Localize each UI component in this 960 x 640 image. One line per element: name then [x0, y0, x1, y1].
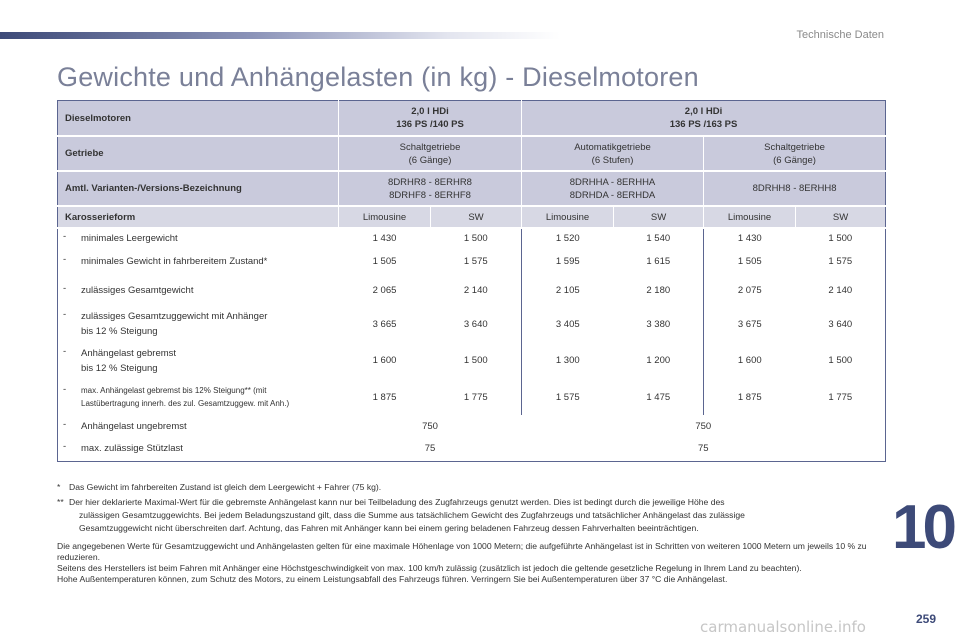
value-cell: 1 500 [463, 355, 488, 366]
watermark: carmanualsonline.info [700, 618, 866, 636]
value-cell: 1 520 [522, 228, 614, 248]
table-row: - zulässiges Gesamtgewicht 2 065 2 140 2 105 2 180 2 075 2 140 [58, 274, 886, 306]
value-cell: 2 065 [372, 284, 397, 296]
motor-label: Dieselmotoren [58, 101, 339, 137]
karosserie-cell: SW [614, 206, 704, 228]
page-number: 259 [916, 612, 937, 626]
table-row: - minimales Leergewicht 1 430 1 500 1 520 1 540 1 430 1 500 [58, 228, 886, 248]
value-cell: 1 200 [646, 355, 671, 366]
karosserie-cell: SW [796, 206, 886, 228]
weights-table [57, 100, 886, 462]
row-motor [58, 101, 886, 137]
ungebremst-value-2: 750 [695, 420, 712, 432]
ungebremst-label: Anhängelast ungebremst [81, 420, 187, 432]
stuetzlast-value-1: 75 [424, 443, 436, 455]
stuetzlast-label: max. zulässige Stützlast [81, 443, 183, 455]
table-row: - zulässiges Gesamtzuggewicht mit Anhänger bis 12 % Steigung 3 665 3 640 3 405 3 380 3 675 3 640 [58, 306, 886, 342]
value-cell: 1 595 [522, 248, 614, 274]
data-rows [58, 228, 886, 415]
value-cell: 3 380 [646, 318, 671, 330]
value-cell: 3 640 [463, 318, 488, 330]
row-label: minimales Gewicht in fahrbereitem Zustand* [81, 255, 268, 267]
footnote-2: ** Der hier deklarierte Maximal-Wert für die gebremste Anhängelast kann nur bei Teilbeladung des Zugfahrzeugs genutzt werden. Dies ist bedingt durch die jeweilige Höhe des zulässigen Gesamtzuggewichts. Bei jedem Beladungszustand gilt, dass die Summe aus tatsächlichem Gewicht des Zugfahrzeugs und tatsächlicher Anhängelast das zulässige Gesamtzuggewicht nicht überschreiten darf. Achtung, das Fahren mit Anhänger kann bei einem gering beladenen Fahrzeug dessen Fahrverhalten beeinträchtigen. [57, 497, 745, 533]
value-cell: 2 075 [704, 274, 796, 306]
value-cell: 1 775 [463, 391, 488, 403]
value-cell: 1 775 [828, 391, 853, 403]
row-getriebe [58, 136, 886, 171]
note-speed: Seitens des Herstellers ist beim Fahren mit Anhänger eine Höchstgeschwindigkeit von max. 100 km/h zulässig (zusätzlich ist jedoch die geltende gesetzliche Regelung in Ihrem Land zu beachten). [57, 563, 802, 573]
value-cell: 1 505 [704, 248, 796, 274]
value-cell: 1 500 [828, 233, 853, 244]
value-cell: 1 600 [704, 342, 796, 379]
getriebe-col3: Schaltgetriebe (6 Gänge) [704, 136, 886, 171]
chapter-number: 10 [892, 493, 953, 562]
note-altitude: Die angegebenen Werte für Gesamtzuggewicht und Anhängelasten gelten für eine maximale Höhenlage von 1000 Metern; die aufgeführte Anhängelast ist in Schritten von weiteren 1000 Metern um jeweils 10 % zu reduzieren. [57, 541, 867, 562]
getriebe-col2: Automatikgetriebe (6 Stufen) [522, 136, 704, 171]
motor-col1: 2,0 l HDi 136 PS /140 PS [339, 101, 522, 137]
value-cell: 1 430 [704, 228, 796, 248]
value-cell: 1 540 [646, 233, 671, 244]
row-label: max. Anhängelast gebremst bis 12% Steigung** (mit Lastübertragung innerh. des zul. Gesamtzuggew. mit Anh.) [81, 386, 290, 408]
karosserie-cell: SW [431, 206, 522, 228]
karosserie-label: Karosserieform [58, 206, 339, 228]
row-label: zulässiges Gesamtgewicht [81, 284, 194, 296]
table-row: - max. Anhängelast gebremst bis 12% Steigung** (mit Lastübertragung innerh. des zul. Gesamtzuggew. mit Anh.) 1 875 1 775 1 575 1 475 1 875 1 775 [58, 379, 886, 415]
value-cell: 1 500 [828, 355, 853, 366]
footnotes [57, 481, 887, 585]
page-title: Gewichte und Anhängelasten (in kg) - Dieselmotoren [57, 62, 699, 92]
value-cell: 3 640 [828, 318, 853, 330]
karosserie-cell: Limousine [522, 206, 614, 228]
value-cell: 1 575 [463, 255, 488, 267]
table-row: - Anhängelast gebremst bis 12 % Steigung 1 600 1 500 1 300 1 200 1 600 1 500 [58, 342, 886, 379]
row-stuetzlast: - max. zulässige Stützlast 75 75 [58, 437, 886, 461]
footnote-1: * Das Gewicht im fahrbereiten Zustand ist gleich dem Leergewicht + Fahrer (75 kg). [57, 482, 382, 492]
value-cell: 3 665 [372, 318, 397, 330]
motor-col2: 2,0 l HDi 136 PS /163 PS [522, 101, 886, 137]
amtl-col1: 8DRHR8 - 8ERHR8 8DRHF8 - 8ERHF8 [339, 171, 522, 206]
getriebe-label: Getriebe [58, 136, 339, 171]
value-cell: 1 575 [828, 255, 853, 267]
table-row: - minimales Gewicht in fahrbereitem Zustand* 1 505 1 575 1 595 1 615 1 505 1 575 [58, 248, 886, 274]
row-label: minimales Leergewicht [81, 233, 178, 244]
value-cell: 1 875 [372, 391, 397, 403]
value-cell: 2 140 [463, 284, 488, 296]
row-karosserie [58, 206, 886, 228]
value-cell: 1 430 [372, 233, 397, 244]
getriebe-col1: Schaltgetriebe (6 Gänge) [339, 136, 522, 171]
row-amtl [58, 171, 886, 206]
value-cell: 2 180 [646, 284, 671, 296]
value-cell: 1 505 [372, 255, 397, 267]
stuetzlast-value-2: 75 [698, 443, 709, 455]
amtl-label: Amtl. Varianten-/Versions-Bezeichnung [58, 171, 339, 206]
value-cell: 1 615 [646, 255, 671, 267]
value-cell: 1 575 [522, 379, 614, 415]
karosserie-cell: Limousine [339, 206, 431, 228]
value-cell: 3 675 [704, 306, 796, 342]
note-temperature: Hohe Außentemperaturen können, zum Schutz des Motors, zu einem Leistungsabfall des Fahrzeugs führen. Verringern Sie bei Außentemperaturen über 37 °C die Anhängelast. [57, 574, 728, 584]
header-gradient-bar [0, 32, 560, 39]
amtl-col3: 8DRHH8 - 8ERHH8 [704, 171, 886, 206]
section-label: Technische Daten [796, 29, 884, 41]
value-cell: 1 875 [704, 379, 796, 415]
amtl-col2: 8DRHHA - 8ERHHA 8DRHDA - 8ERHDA [522, 171, 704, 206]
value-cell: 2 140 [828, 284, 853, 296]
row-label: Anhängelast gebremst bis 12 % Steigung [81, 347, 177, 374]
ungebremst-value-1: 750 [422, 420, 438, 432]
value-cell: 2 105 [522, 274, 614, 306]
karosserie-cell: Limousine [704, 206, 796, 228]
value-cell: 1 500 [463, 233, 488, 244]
row-label: zulässiges Gesamtzuggewicht mit Anhänger bis 12 % Steigung [81, 311, 268, 337]
value-cell: 3 405 [522, 306, 614, 342]
value-cell: 1 300 [522, 342, 614, 379]
value-cell: 1 475 [646, 391, 671, 403]
value-cell: 1 600 [372, 355, 397, 366]
row-ungebremst: - Anhängelast ungebremst 750 750 [58, 415, 886, 437]
